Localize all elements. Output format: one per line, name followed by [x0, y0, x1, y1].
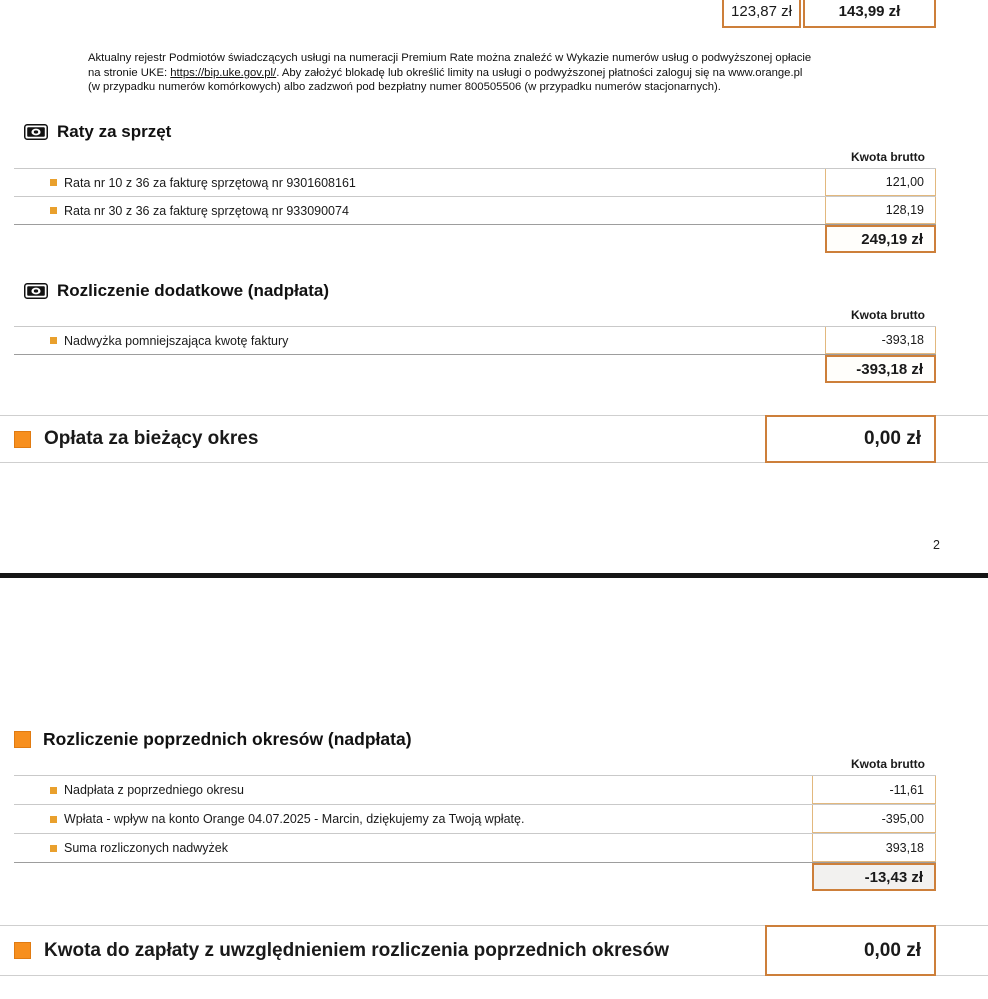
notice-line-2-pre: na stronie UKE: — [88, 66, 171, 79]
table-row — [14, 804, 936, 833]
row-amount-cell: -393,18 — [825, 327, 936, 354]
section-additional-heading — [24, 281, 329, 301]
notice-line-3: (w przypadku numerów komórkowych) albo zadzwoń pod bezpłatny numer 800505506 (w przypadku numerów stacjonarnych). — [88, 81, 721, 94]
gross-amount-cell: 143,99 zł — [803, 0, 936, 28]
section-previous-periods-heading — [14, 729, 412, 750]
current-charge-title — [0, 428, 258, 450]
row-amount-cell: 393,18 — [812, 834, 936, 862]
additional-column-header: Kwota brutto — [851, 308, 925, 322]
banknote-icon — [24, 124, 48, 140]
row-label — [14, 169, 825, 196]
section-previous-periods-title: Rozliczenie poprzednich okresów (nadpłata) — [43, 729, 412, 749]
row-label-text: Wpłata - wpływ na konto Orange 04.07.2025 - Marcin, dziękujemy za Twoją wpłatę. — [64, 812, 525, 826]
current-charge-row — [0, 415, 988, 463]
previous-periods-column-header: Kwota brutto — [851, 757, 925, 771]
row-label — [14, 327, 825, 354]
current-charge-amount: 0,00 zł — [765, 415, 936, 463]
row-amount-cell: 128,19 — [825, 197, 936, 224]
installments-column-header: Kwota brutto — [851, 150, 925, 164]
amount-due-row — [0, 925, 988, 976]
row-label — [14, 197, 825, 224]
notice-line-2-post: . Aby założyć blokadę lub określić limity na usługi o podwyższonej płatności zaloguj się na www.orange.pl — [276, 66, 803, 79]
amount-due-title — [0, 940, 669, 962]
orange-square-bullet-icon — [50, 207, 57, 214]
row-label — [14, 834, 812, 862]
carryover-amounts — [0, 0, 988, 28]
orange-square-bullet-icon — [14, 942, 31, 959]
orange-square-bullet-icon — [14, 731, 31, 748]
orange-square-bullet-icon — [50, 816, 57, 823]
section-installments-title: Raty za sprzęt — [57, 122, 172, 141]
page-number: 2 — [933, 538, 940, 552]
row-label-text: Nadpłata z poprzedniego okresu — [64, 783, 244, 797]
row-label-text: Rata nr 30 z 36 za fakturę sprzętową nr 933090074 — [64, 203, 349, 218]
installments-total-row — [14, 224, 936, 253]
uke-registry-link[interactable]: https://bip.uke.gov.pl/ — [170, 66, 277, 79]
additional-settlement-table — [14, 308, 936, 383]
net-amount-cell: 123,87 zł — [722, 0, 801, 28]
section-additional-title: Rozliczenie dodatkowe (nadpłata) — [57, 281, 330, 300]
previous-periods-total-amount: -13,43 zł — [812, 863, 936, 891]
table-row — [14, 196, 936, 224]
amount-due-amount: 0,00 zł — [765, 925, 936, 976]
row-amount-cell: 121,00 — [825, 169, 936, 196]
orange-square-bullet-icon — [14, 431, 31, 448]
notice-line-2 — [88, 66, 888, 81]
table-row — [14, 326, 936, 354]
previous-periods-table — [14, 757, 936, 891]
banknote-icon — [24, 283, 48, 299]
additional-total-row — [14, 354, 936, 383]
orange-square-bullet-icon — [50, 845, 57, 852]
amount-due-title-text: Kwota do zapłaty z uwzględnieniem rozliczenia poprzednich okresów — [44, 939, 669, 961]
row-amount-cell: -395,00 — [812, 805, 936, 833]
section-installments-heading — [24, 122, 171, 142]
orange-square-bullet-icon — [50, 787, 57, 794]
orange-square-bullet-icon — [50, 337, 57, 344]
table-row — [14, 168, 936, 196]
orange-square-bullet-icon — [50, 179, 57, 186]
current-charge-title-text: Opłata za bieżący okres — [44, 428, 259, 449]
table-row — [14, 775, 936, 804]
row-label — [14, 805, 812, 833]
additional-total-amount: -393,18 zł — [825, 355, 936, 383]
row-amount-cell: -11,61 — [812, 776, 936, 804]
row-label — [14, 776, 812, 804]
table-row — [14, 833, 936, 862]
installments-total-amount: 249,19 zł — [825, 225, 936, 253]
installments-table — [14, 150, 936, 253]
page-divider — [0, 573, 988, 578]
premium-rate-notice — [88, 51, 888, 95]
row-label-text: Suma rozliczonych nadwyżek — [64, 841, 228, 855]
notice-line-1: Aktualny rejestr Podmiotów świadczących usługi na numeracji Premium Rate można znaleźć w Wykazie numerów usług o podwyższonej opłacie — [88, 52, 812, 64]
row-label-text: Nadwyżka pomniejszająca kwotę faktury — [64, 333, 289, 348]
row-label-text: Rata nr 10 z 36 za fakturę sprzętową nr 9301608161 — [64, 175, 356, 190]
previous-periods-total-row — [14, 862, 936, 891]
